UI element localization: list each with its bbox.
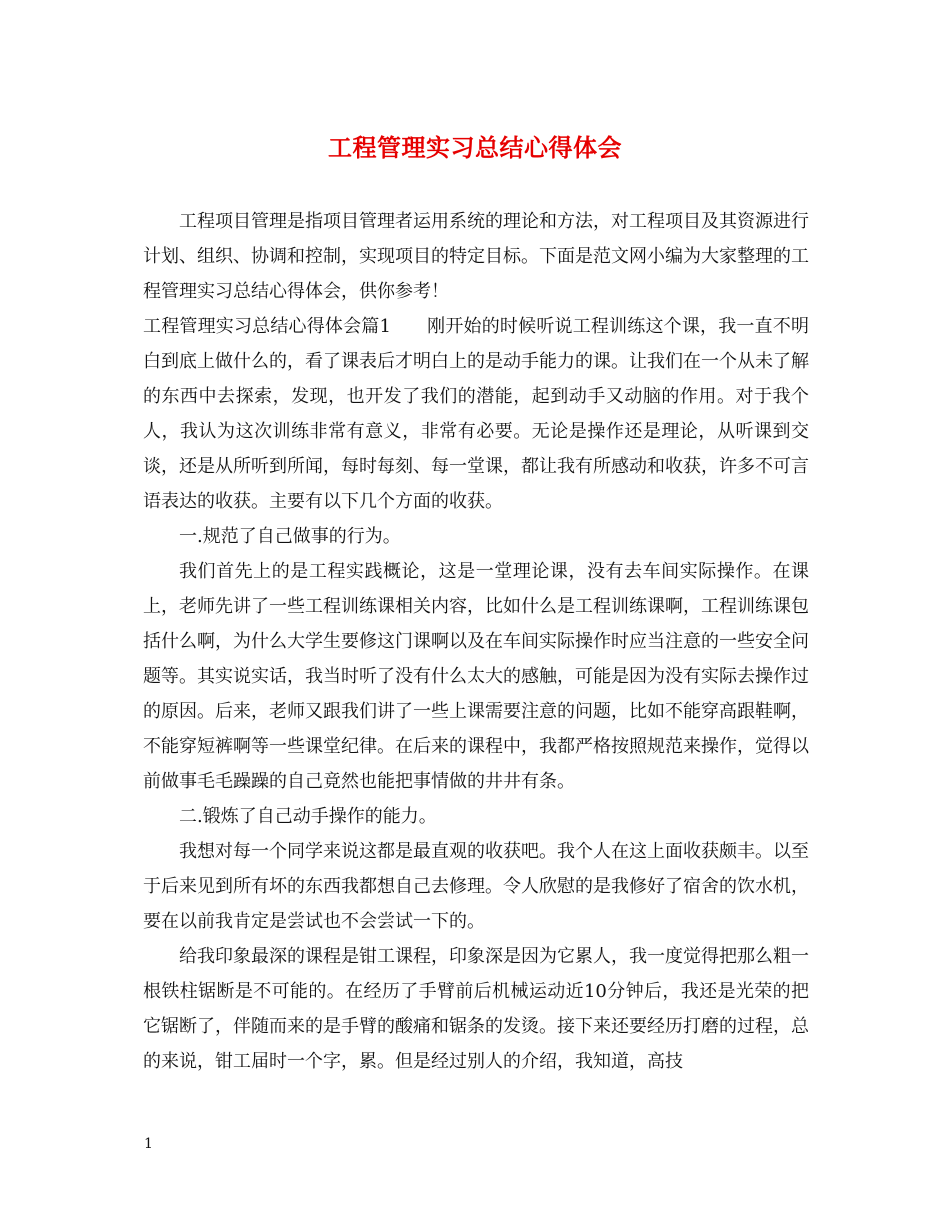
article-opening-text: 刚开始的时候听说工程训练这个课，我一直不明白到底上做什么的，看了课表后才明白上的是动手能力的课。让我们在一个从未了解的东西中去探索，发现，也开发了我们的潜能，起到动手又动脑的作用。对于我个人，我认为这次训练非常有意义，非常有必要。无论是操作还是理论，从听课到交谈，还是从所听到所闻，每时每刻、每一堂课，都让我有所感动和收获，许多不可言语表达的收获。主要有以下几个方面的收获。 [143,316,810,512]
document-body [143,204,809,1079]
intro-paragraph: 工程项目管理是指项目管理者运用系统的理论和方法，对工程项目及其资源进行计划、组织、协调和控制，实现项目的特定目标。下面是范文网小编为大家整理的工程管理实习总结心得体会，供你参考！ [143,211,809,302]
section-1-heading: 一.规范了自己做事的行为。 [179,526,401,547]
document-title: 工程管理实习总结心得体会 [328,133,622,162]
section-2-paragraph-2: 给我印象最深的课程是钳工课程，印象深是因为它累人，我一度觉得把那么粗一根铁柱锯断是不可能的。在经历了手臂前后机械运动近10分钟后，我还是光荣的把它锯断了，伴随而来的是手臂的酸痛和锯条的发烫。接下来还要经历打磨的过程，总的来说，钳工届时一个字，累。但是经过别人的介绍，我知道，高技 [143,946,809,1072]
section-2-paragraph-1: 我想对每一个同学来说这都是最直观的收获吧。我个人在这上面收获颇丰。以至于后来见到所有坏的东西我都想自己去修理。令人欣慰的是我修好了宿舍的饮水机，要在以前我肯定是尝试也不会尝试一下的。 [143,841,809,932]
page-number: 1 [144,1136,153,1152]
section-2-heading: 二.锻炼了自己动手操作的能力。 [179,806,437,827]
article-opening-paragraph [143,309,809,519]
section-1-paragraph: 我们首先上的是工程实践概论，这是一堂理论课，没有去车间实际操作。在课上，老师先讲了一些工程训练课相关内容，比如什么是工程训练课啊，工程训练课包括什么啊，为什么大学生要修这门课啊以及在车间实际操作时应当注意的一些安全问题等。其实说实话，我当时听了没有什么太大的感触，可能是因为没有实际去操作过的原因。后来，老师又跟我们讲了一些上课需要注意的问题，比如不能穿高跟鞋啊，不能穿短裤啊等一些课堂纪律。在后来的课程中，我都严格按照规范来操作，觉得以前做事毛毛躁躁的自己竟然也能把事情做的井井有条。 [143,561,809,792]
article-heading: 工程管理实习总结心得体会篇1 [143,316,391,337]
